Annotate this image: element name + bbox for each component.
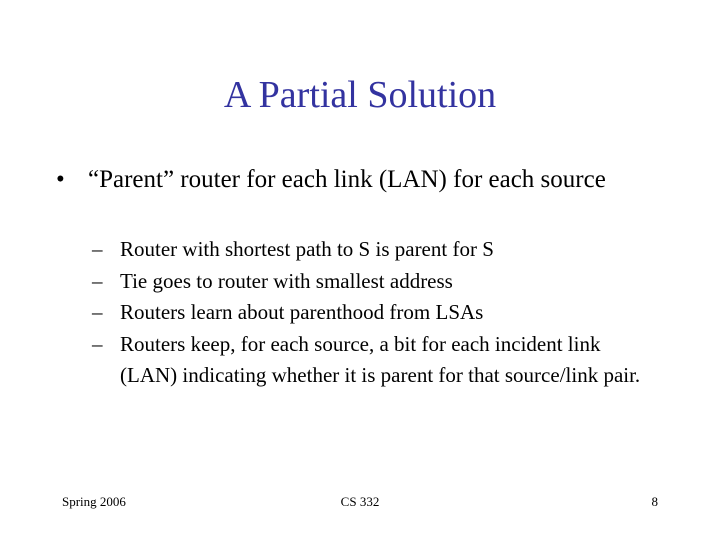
bullet-item [56,164,656,195]
dash-marker: – [92,237,103,261]
footer-course: CS 332 [340,494,380,509]
slide-title: A Partial Solution [223,74,497,116]
sub-bullet-text: Routers learn about parenthood from LSAs [120,300,484,324]
dash-marker: – [92,331,103,356]
sub-bullet-item [92,266,652,298]
sub-bullet-text: Tie goes to router with smallest address [120,268,453,293]
sub-bullet-item [92,329,652,392]
sub-bullet-item [92,297,652,329]
bullet-marker: • [56,166,65,193]
bullet-text: “Parent” router for each link (LAN) for each source [88,166,606,193]
sub-bullet-text: Router with shortest path to S is parent for S [120,237,494,261]
sub-bullet-text: Routers keep, for each source, a bit for each incident link (LAN) indicating whether it is parent for that source/link pair. [120,331,641,387]
dash-marker: – [92,268,103,293]
sub-bullet-list [92,234,652,392]
sub-bullet-item [92,234,652,266]
footer-page-number: 8 [651,494,658,509]
dash-marker: – [92,300,103,324]
footer-date: Spring 2006 [62,494,126,509]
